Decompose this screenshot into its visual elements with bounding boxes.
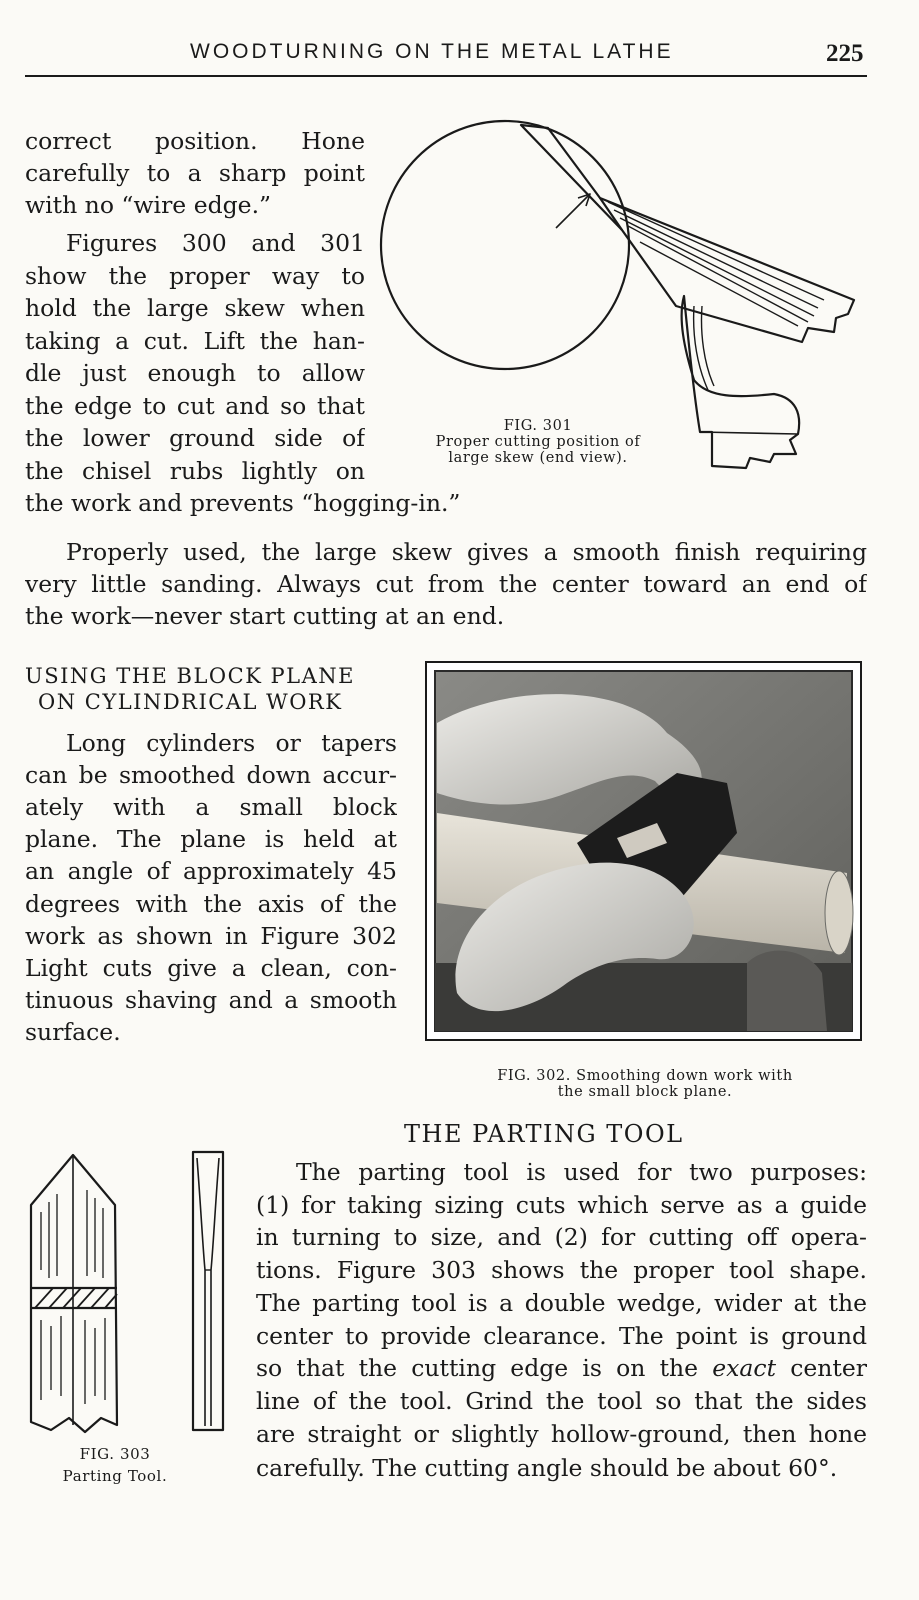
body-line: carefully. The cutting angle should be about 60°.: [256, 1454, 838, 1482]
body-line: Figures 300 and 301: [66, 229, 365, 257]
body-line: so that the cutting edge is on the exact center: [256, 1354, 867, 1382]
body-line: Light cuts give a clean, con-: [25, 954, 397, 982]
fig-303-parting-tool-diagram: [25, 1150, 235, 1450]
body-line: can be smoothed down accur-: [25, 761, 397, 789]
body-line: Long cylinders or tapers: [66, 729, 397, 757]
body-line: ately with a small block: [25, 793, 397, 821]
body-line: taking a cut. Lift the han-: [25, 327, 365, 355]
body-line: (1) for taking sizing cuts which serve as a guide: [256, 1191, 867, 1219]
fig-301-label: FIG. 301: [503, 418, 573, 434]
body-line: plane. The plane is held at: [25, 825, 397, 853]
fig-302-caption: the small block plane.: [557, 1084, 733, 1100]
body-line: carefully to a sharp point: [25, 159, 365, 187]
tool-rest: [682, 296, 800, 468]
section-title: THE PARTING TOOL: [404, 1120, 684, 1148]
body-line: the edge to cut and so that: [25, 392, 365, 420]
body-line: tions. Figure 303 shows the proper tool shape.: [256, 1256, 867, 1284]
body-line: are straight or slightly hollow-ground, then hone: [256, 1420, 867, 1448]
body-line: very little sanding. Always cut from the center toward an end of: [25, 570, 867, 598]
section-hatching: [35, 1288, 117, 1308]
body-line: The parting tool is a double wedge, wider at the: [256, 1289, 867, 1317]
body-line: tinuous shaving and a smooth: [25, 986, 397, 1014]
section-heading: USING THE BLOCK PLANE: [25, 664, 356, 688]
body-line: work as shown in Figure 302: [25, 922, 397, 950]
body-line: degrees with the axis of the: [25, 890, 397, 918]
fig-301-caption: Proper cutting position of: [435, 434, 641, 450]
skew-chisel-blade: [521, 125, 854, 342]
body-line: the lower ground side of: [25, 424, 365, 452]
body-line: the work—never start cutting at an end.: [25, 602, 505, 630]
fig-302-caption: FIG. 302. Smoothing down work with: [497, 1068, 793, 1084]
page-number: 225: [826, 40, 864, 67]
body-line: The parting tool is used for two purposes:: [296, 1158, 867, 1186]
fig-301-caption: large skew (end view).: [448, 450, 628, 466]
fig-303-caption: Parting Tool.: [62, 1467, 168, 1485]
cutting-point-arrow: [556, 196, 588, 228]
body-line: line of the tool. Grind the tool so that the sides: [256, 1387, 867, 1415]
body-line: the work and prevents “hogging-in.”: [25, 489, 461, 517]
body-line: hold the large skew when: [25, 294, 365, 322]
parting-tool-side-view: [193, 1152, 223, 1430]
body-line: Properly used, the large skew gives a smooth finish requiring: [66, 538, 867, 566]
header-rule: [25, 75, 867, 77]
fig-303-label: FIG. 303: [79, 1445, 151, 1463]
emphasis-exact: exact: [712, 1354, 777, 1382]
body-line: in turning to size, and (2) for cutting off opera-: [256, 1223, 867, 1251]
body-line: an angle of approximately 45: [25, 857, 397, 885]
body-line: with no “wire edge.”: [25, 191, 272, 219]
workpiece-end-circle: [381, 121, 629, 369]
body-line: dle just enough to allow: [25, 359, 365, 387]
body-line: center to provide clearance. The point is ground: [256, 1322, 867, 1350]
fig-302-photo: [425, 661, 862, 1041]
body-line: show the proper way to: [25, 262, 365, 290]
body-line: the chisel rubs lightly on: [25, 457, 365, 485]
body-line: surface.: [25, 1018, 121, 1046]
body-line: correct position. Hone: [25, 127, 365, 155]
section-heading: ON CYLINDRICAL WORK: [38, 690, 343, 714]
running-header: WOODTURNING ON THE METAL LATHE: [190, 40, 674, 63]
